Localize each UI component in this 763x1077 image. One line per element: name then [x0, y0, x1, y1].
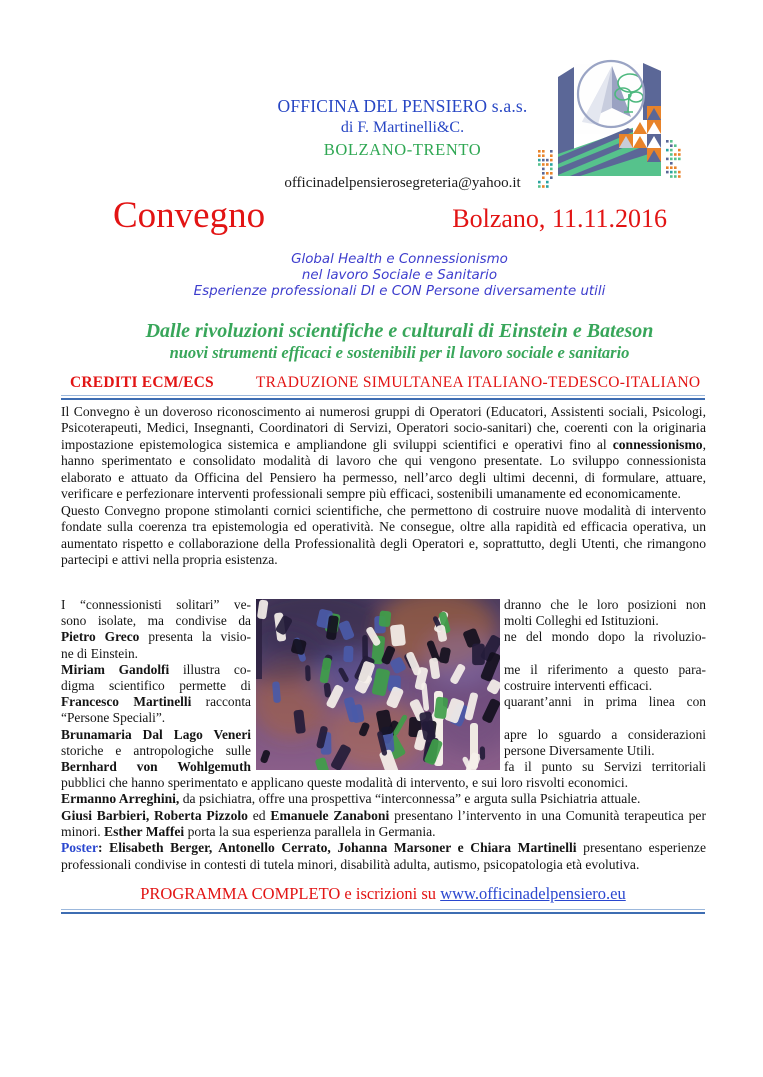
intro-paragraphs — [61, 404, 706, 569]
text-line — [61, 613, 251, 629]
subtitle-line-2: nuovi strumenti efficaci e sostenibili per il lavoro sociale e sanitario — [169, 343, 630, 362]
text-segment: pubblici che hanno sperimentato e applicano queste modalità di intervento, e sui loro risvolti economici. — [61, 775, 629, 790]
translation-note: TRADUZIONE SIMULTANEA ITALIANO-TEDESCO-ITALIANO — [255, 374, 701, 391]
text-line: molti Colleghi ed Istituzioni. — [504, 613, 659, 629]
divider-rule-top — [61, 395, 705, 400]
text-line: nel lavoro Sociale e Sanitario — [301, 268, 498, 284]
text-line — [61, 727, 251, 743]
text-segment: Poster — [61, 840, 98, 856]
text-line: Esperienze professionali DI e CON Persone diversamente utili — [193, 284, 606, 300]
text-segment: Ermanno Arreghini, — [61, 791, 180, 807]
event-heading-row — [61, 194, 705, 237]
text-line: quarant’anni in prima linea con — [504, 694, 706, 710]
text-segment: digma scientifico permette di — [61, 677, 251, 693]
wrap-right-column — [504, 597, 706, 775]
credits-ecm: CREDITI ECM/ECS — [70, 374, 214, 391]
text-line: dranno che le loro posizioni non — [504, 597, 706, 612]
speakers-paragraph-3 — [61, 808, 706, 841]
text-segment: “Persone Speciali”. — [61, 710, 166, 726]
text-line — [61, 743, 251, 759]
text-segment: storiche e antropologiche sulle — [61, 742, 251, 758]
footer-line — [61, 884, 705, 904]
company-owner: di F. Martinelli&C. — [340, 119, 465, 136]
event-type-heading: Convegno — [113, 195, 266, 236]
text-segment: ne di Einstein. — [61, 645, 138, 661]
text-segment: ed — [247, 807, 271, 823]
text-line — [61, 646, 251, 662]
speakers-paragraph-2 — [61, 791, 706, 807]
text-line: Global Health e Connessionismo — [291, 252, 508, 267]
text-segment: racconta — [191, 694, 251, 710]
text-segment: Pietro Greco — [61, 629, 140, 645]
text-segment: Il Convegno è un doveroso riconoscimento ai numerosi gruppi di Operatori (Educatori, Assistenti sociali, Psicologi, Psicoterapeuti, Medici, Insegnanti, Coordinatori di Servizi, Operatori socio-sanitari) che, coerenti con la originaria impostazione epistemologica sistemica e ampliandone gli sviluppi scientifici e operativi fino al — [61, 404, 706, 452]
event-subtitle — [0, 320, 763, 362]
text-line — [61, 759, 251, 775]
wrap-left-column — [61, 597, 251, 775]
company-cities: BOLZANO-TRENTO — [323, 140, 482, 159]
speakers-paragraph-4 — [61, 840, 706, 873]
logo-pixel-dots-left — [538, 150, 553, 188]
intro-paragraph-1 — [61, 404, 706, 503]
intro-paragraph-2: Questo Convegno propone stimolanti cornici scientifiche, che permettono di costruire nuove modalità di intervento fondate sulla coerenza tra epistemologia ed operatività. Ne consegue, oltre alla rapidità ed efficacia operativa, un aumentato rispetto e collaborazione della Professionalità degli Operatori e, soprattutto, degli Utenti, che rimangono partecipi e attivi nella propria esistenza. — [61, 502, 706, 568]
text-segment: Brunamaria Dal Lago Veneri — [61, 726, 251, 742]
divider-rule-bottom — [61, 909, 705, 914]
text-segment: , hanno sperimentato e consolidato modalità di lavoro che qui vengono presentate. Lo sviluppo connessionista elaborato e attuato da Officina del Pensiero ha permesso, nell’arco degli ultimi decenni, di formulare, attuare, verificare e perfezionare interventi professionali sempre più efficaci, sostenibili umanamente ed economicamente. — [61, 436, 706, 502]
speakers-paragraphs — [61, 775, 706, 873]
text-line: persone Diversamente Utili. — [504, 742, 655, 758]
website-link[interactable]: www.officinadelpensiero.eu — [440, 884, 626, 903]
text-segment: Esther Maffei — [104, 824, 185, 840]
text-segment: sono isolate, ma condivise da — [61, 613, 251, 629]
text-line: me il riferimento a questo para- — [504, 661, 706, 677]
event-title — [0, 252, 763, 301]
text-segment: presentano esperienze professionali condivise in contesti di tutela minori, disabilità adulta, autismo, psicopatologia età evolutiva. — [61, 840, 706, 872]
text-line — [61, 678, 251, 694]
text-line — [61, 629, 251, 645]
text-line — [61, 662, 251, 678]
text-segment: presentano l’intervento in una Comunità terapeutica per minori. — [61, 807, 706, 840]
text-line: ne del mondo dopo la rivoluzio- — [504, 629, 706, 645]
text-line — [61, 710, 251, 726]
text-line: fa il punto su Servizi territoriali — [504, 758, 706, 774]
text-segment: da psichiatra, offre una prospettiva “interconnessa” e arguta sulla Psichiatria attuale. — [179, 791, 641, 807]
subtitle-line-1: Dalle rivoluzioni scientifiche e culturali di Einstein e Bateson — [145, 320, 654, 342]
abstract-painting-svg — [256, 599, 500, 770]
company-email: officinadelpensierosegreteria@yahoo.it — [284, 175, 521, 191]
text-segment: : — [98, 840, 110, 856]
text-segment: connessionismo — [612, 436, 703, 452]
text-segment: presenta la visio- — [139, 629, 251, 645]
speakers-wrap-section — [61, 597, 706, 775]
text-line — [504, 710, 706, 726]
text-segment: illustra co- — [169, 661, 251, 677]
officina-del-pensiero-logo — [536, 54, 688, 194]
text-segment: porta la sua esperienza parallela in Germania. — [184, 824, 436, 840]
credits-row — [61, 374, 705, 392]
text-line — [61, 597, 251, 613]
logo-pixel-dots-right — [666, 140, 681, 178]
text-segment: I “connessionisti solitari” ve- — [61, 597, 251, 612]
footer-text: PROGRAMMA COMPLETO e iscrizioni su — [140, 884, 441, 903]
speakers-paragraph-1 — [61, 775, 706, 791]
text-segment: Emanuele Zanaboni — [270, 807, 390, 823]
text-line — [504, 646, 706, 662]
text-segment: Francesco Martinelli — [61, 694, 192, 710]
text-line: apre lo sguardo a considerazioni — [504, 726, 706, 742]
text-line: costruire interventi efficaci. — [504, 677, 653, 693]
event-dateline: Bolzano, 11.11.2016 — [452, 204, 667, 233]
abstract-painting-image — [256, 599, 500, 770]
text-line — [61, 694, 251, 710]
text-segment: Miriam Gandolfi — [61, 661, 170, 677]
company-name: OFFICINA DEL PENSIERO s.a.s. — [277, 96, 528, 116]
text-segment: Bernhard von Wohlgemuth — [61, 758, 251, 774]
text-segment: Giusi Barbieri, Roberta Pizzolo — [61, 807, 248, 823]
text-segment: Elisabeth Berger, Antonello Cerrato, Johanna Marsoner e Chiara Martinelli — [109, 840, 577, 856]
